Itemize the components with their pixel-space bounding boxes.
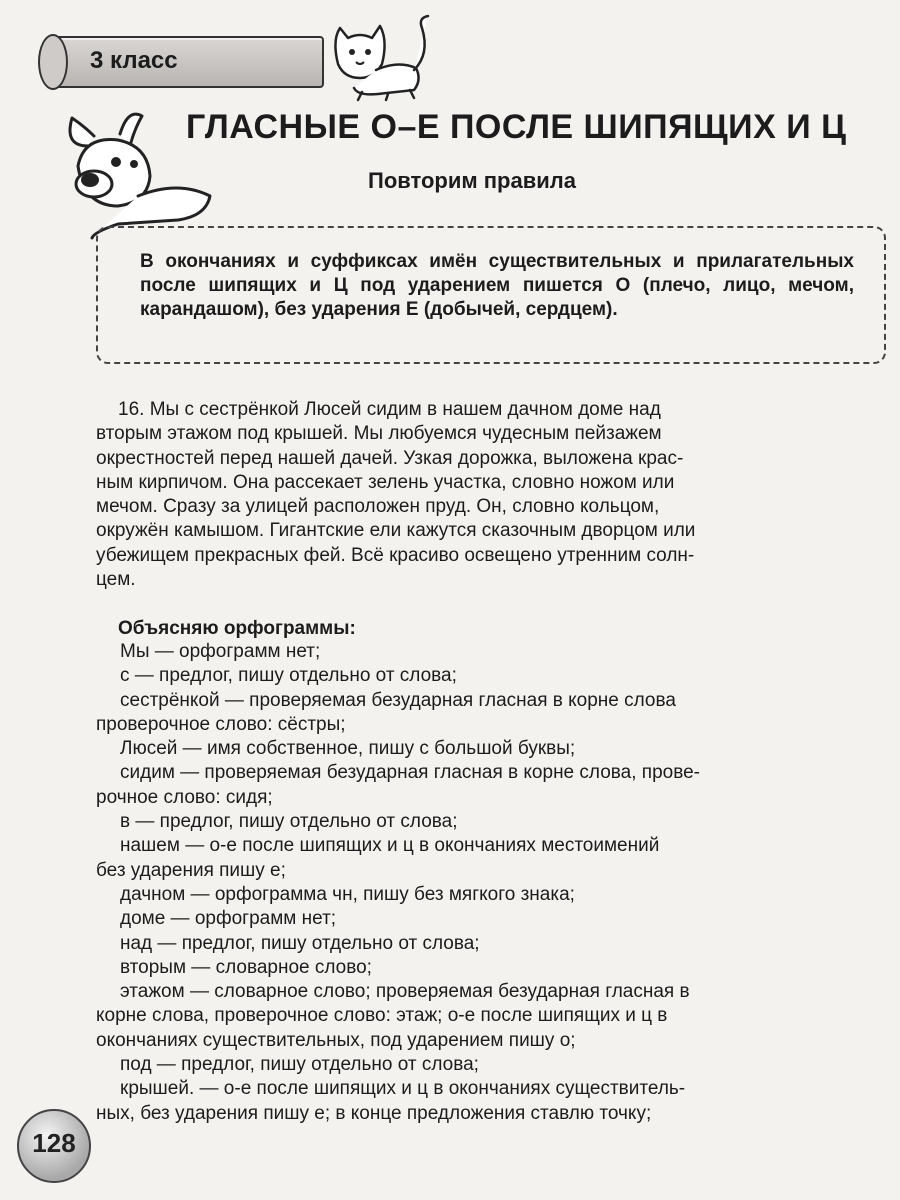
explanation-line: проверочное слово: сёстры; bbox=[96, 713, 346, 735]
explanation-line: вторым — словарное слово; bbox=[120, 956, 372, 978]
exercise-line: ным кирпичом. Она рассекает зелень участка, словно ножом или bbox=[96, 471, 675, 493]
grade-banner bbox=[50, 36, 324, 88]
explanation-line: Люсей — имя собственное, пишу с большой буквы; bbox=[120, 738, 576, 760]
explanations-list bbox=[96, 640, 896, 1126]
exercise-line: мечом. Сразу за улицей расположен пруд. Он, словно кольцом, bbox=[96, 496, 660, 518]
exercise-number: 16. bbox=[118, 399, 145, 420]
explanations-heading: Объясняю орфограммы: bbox=[118, 618, 356, 639]
explanation-line: окончаниях существительных, под ударением пишу о; bbox=[96, 1029, 576, 1051]
explanation-line: нашем — о-е после шипящих и ц в окончаниях местоимений bbox=[120, 835, 660, 857]
rule-text: В окончаниях и суффиксах имён существительных и прилагательных после шипящих и Ц под ударением пишется О (плечо, лицо, мечом, карандашом), без ударения Е (добычей, сердцем). bbox=[140, 251, 854, 320]
explanation-line: без ударения пишу е; bbox=[96, 859, 286, 881]
explanation-line: с — предлог, пишу отдельно от слова; bbox=[120, 665, 457, 687]
explanation-line: под — предлог, пишу отдельно от слова; bbox=[120, 1054, 479, 1076]
explanation-line: дачном — орфограмма чн, пишу без мягкого знака; bbox=[120, 883, 575, 905]
explanation-line: ных, без ударения пишу е; в конце предложения ставлю точку; bbox=[96, 1102, 652, 1124]
exercise-line: убежищем прекрасных фей. Всё красиво освещено утренним солн- bbox=[96, 544, 695, 566]
exercise-line: окрестностей перед нашей дачей. Узкая дорожка, выложена крас- bbox=[96, 447, 684, 469]
exercise-text bbox=[96, 398, 894, 592]
explanation-line: крышей. — о-е после шипящих и ц в окончаниях существитель- bbox=[120, 1078, 686, 1100]
explanation-line: над — предлог, пишу отдельно от слова; bbox=[120, 932, 480, 954]
explanation-line: корне слова, проверочное слово: этаж; о-е после шипящих и ц в bbox=[96, 1005, 668, 1027]
cat-illustration-icon bbox=[318, 4, 438, 102]
page-subtitle: Повторим правила bbox=[368, 168, 576, 193]
exercise-line: Мы с сестрёнкой Люсей сидим в нашем дачном доме над bbox=[149, 399, 661, 420]
explanation-line: сестрёнкой — проверяемая безударная гласная в корне слова bbox=[120, 689, 676, 711]
explanation-line: в — предлог, пишу отдельно от слова; bbox=[120, 811, 458, 833]
explanation-line: Мы — орфограмм нет; bbox=[120, 641, 321, 662]
grade-label: 3 класс bbox=[90, 47, 178, 74]
page-number-badge bbox=[14, 1106, 94, 1186]
exercise-line: окружён камышом. Гигантские ели кажутся сказочным дворцом или bbox=[96, 520, 696, 542]
explanation-line: доме — орфограмм нет; bbox=[120, 908, 337, 930]
exercise-line: цем. bbox=[96, 569, 136, 591]
page-title: ГЛАСНЫЕ О–Е ПОСЛЕ ШИПЯЩИХ И Ц bbox=[186, 108, 847, 146]
explanation-line: рочное слово: сидя; bbox=[96, 786, 273, 808]
exercise-line: вторым этажом под крышей. Мы любуемся чудесным пейзажем bbox=[96, 423, 662, 445]
page-number: 128 bbox=[32, 1128, 76, 1158]
explanation-line: сидим — проверяемая безударная гласная в корне слова, прове- bbox=[120, 762, 700, 784]
explanation-line: этажом — словарное слово; проверяемая безударная гласная в bbox=[120, 981, 690, 1003]
